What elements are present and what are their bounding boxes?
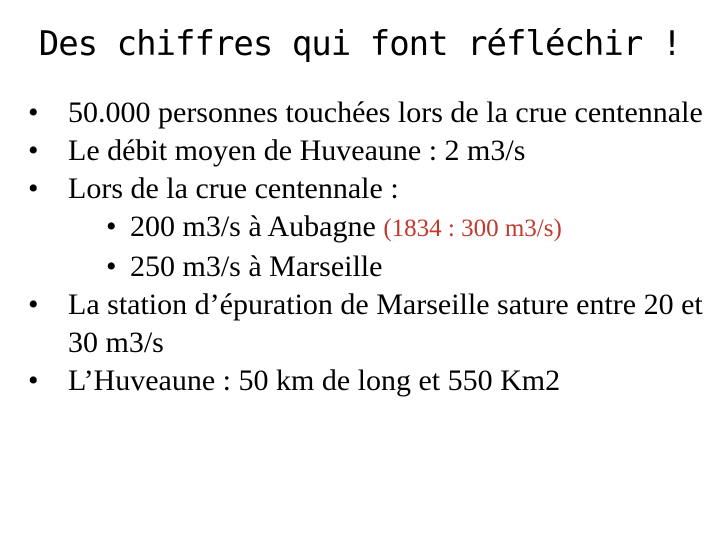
sub-bullet-item [0, 248, 720, 286]
bullet-item [0, 286, 720, 362]
bullet-icon: • [106, 210, 117, 243]
historical-note: (1834 : 300 m3/s) [383, 215, 562, 242]
sub-bullet-text: 200 m3/s à Aubagne [130, 210, 376, 243]
bullet-item [0, 170, 720, 208]
sub-bullet-item [0, 208, 720, 248]
bullet-list [0, 94, 720, 400]
bullet-text: Lors de la crue centennale : [68, 172, 399, 205]
bullet-icon: • [106, 250, 117, 283]
bullet-text: 50.000 personnes touchées lors de la crue centennale [68, 96, 703, 129]
bullet-item [0, 362, 720, 400]
bullet-item [0, 94, 720, 132]
bullet-icon: • [28, 134, 39, 167]
bullet-icon: • [28, 288, 39, 321]
bullet-icon: • [28, 364, 39, 397]
bullet-item [0, 132, 720, 170]
bullet-text: Le débit moyen de Huveaune : 2 m3/s [68, 134, 526, 167]
bullet-icon: • [28, 96, 39, 129]
bullet-text: La station d’épuration de Marseille sature entre 20 et 30 m3/s [68, 288, 703, 359]
bullet-icon: • [28, 172, 39, 205]
slide-title: Des chiffres qui font réfléchir ! [38, 24, 682, 64]
bullet-text: L’Huveaune : 50 km de long et 550 Km2 [68, 364, 561, 397]
sub-bullet-text: 250 m3/s à Marseille [130, 250, 383, 283]
